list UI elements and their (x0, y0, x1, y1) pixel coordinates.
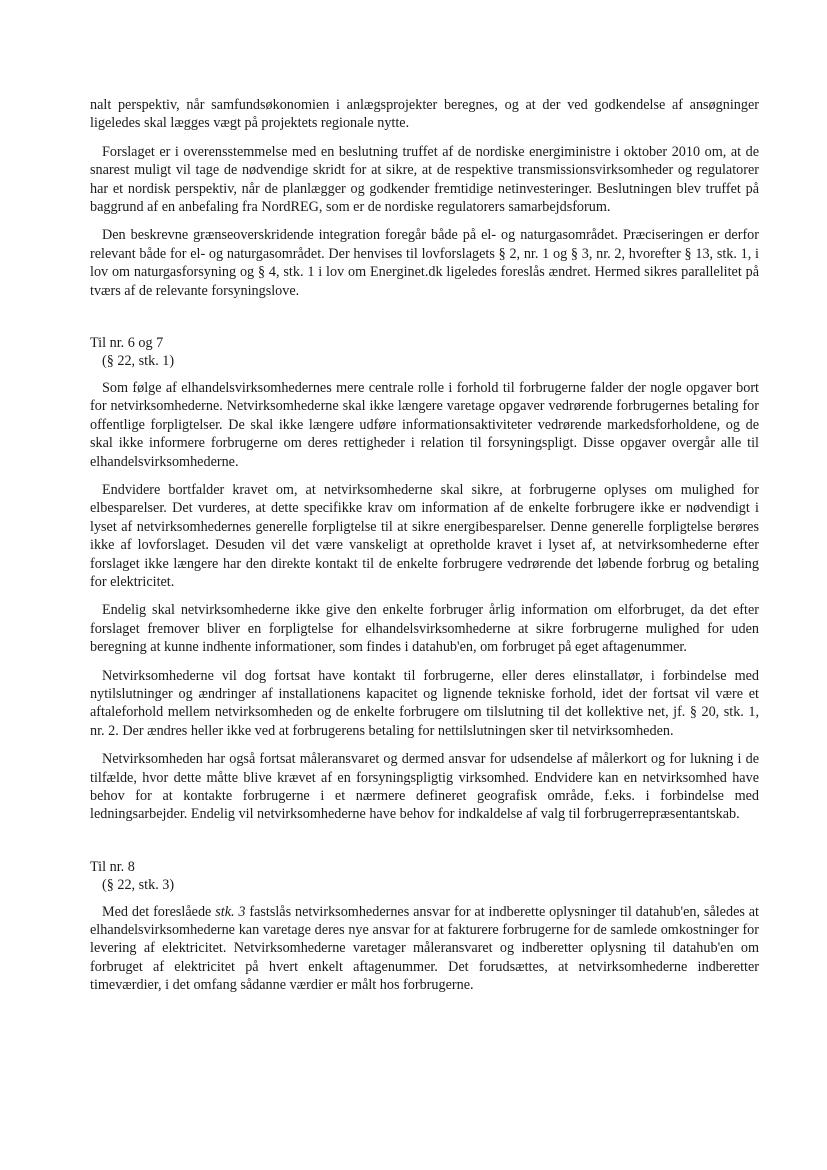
text-run: fastslås netvirksomhedernes ansvar for at indberette oplysninger til datahub'en, således at elhandelsvirksomhederne kan varetage deres nye ansvar for at fakturere forbrugerne for de samlede omkostninger for levering af elektricitet. Netvirksomhederne varetager måleransvaret og indberetter oplysning til datahub'en om forbruget af elektricitet på hvert enkelt aftagenummer. Det forudsættes, at netvirksomhederne indberetter timeværdier, i det omfang sådanne værdier er målt hos forbrugerne. (90, 903, 759, 994)
paragraph: nalt perspektiv, når samfundsøkonomien i anlægsprojekter beregnes, og at der ved godkendelse af ansøgninger ligeledes skal lægges vægt på projektets regionale nytte. (90, 97, 759, 132)
paragraph: Netvirksomhederne vil dog fortsat have kontakt til forbrugerne, eller deres elinstallatør, i forbindelse med nytilslutninger og ændringer af installationens kapacitet og lignende tekniske forhold, idet der fortsat vil være et aftaleforhold mellem netvirksomheden og de enkelte forbrugere om tilslutning til det kollektive net, jf. § 20, stk. 1, nr. 2. Der ændres heller ikke ved at forbrugerens betaling for nettilslutningen sker til netvirksomheden. (90, 667, 759, 739)
section-subheading: (§ 22, stk. 1) (102, 353, 175, 370)
paragraph: Netvirksomheden har også fortsat måleransvaret og dermed ansvar for udsendelse af målerkort og for lukning i de tilfælde, hvor dette måtte blive krævet af en forsyningspligtig virksomhed. Endvidere kan en netvirksomhed have behov for at kontakte forbrugerne i et nærmere defineret geografisk område, f.eks. i forbindelse med ledningsarbejder. Endelig vil netvirksomhederne have behov for indkaldelse af valg til forbrugerrepræsentantskab. (90, 751, 759, 823)
text-run: Med det foreslåede (102, 903, 216, 920)
paragraph: Den beskrevne grænseoverskridende integration foregår både på el- og naturgasområdet. Præciseringen er derfor relevant både for el- og naturgasområdet. Der henvises til lovforslagets § 2, nr. 1 og § 3, nr. 2, hvorefter § 13, stk. 1, i lov om naturgasforsyning og § 4, stk. 1 i lov om Energinet.dk ligeledes foreslås ændret. Hermed sikres parallelitet på tværs af de relevante forsyningslove. (90, 227, 759, 299)
paragraph: Forslaget er i overensstemmelse med en beslutning truffet af de nordiske energiministre i oktober 2010 om, at de snarest muligt vil tage de nødvendige skridt for at sikre, at de respektive transmissionsvirksomheder og regulatorer har et nordisk perspektiv, når de planlægger og godkender fremtidige netinvesteringer. Beslutningen blev truffet på baggrund af en anbefaling fra NordREG, som er de nordiske regulatorers samarbejdsforum. (90, 143, 759, 216)
italic-reference: stk. 3 (215, 903, 246, 920)
section-heading: Til nr. 8 (90, 858, 135, 875)
paragraph: Endelig skal netvirksomhederne ikke give den enkelte forbruger årlig information om elforbruget, da det efter forslaget fremover bliver en forpligtelse for elhandelsvirksomhederne at sikre forbrugerne mulighed for uden beregning at kunne indhente informationer, som findes i datahub'en, om forbruget på eget aftagenummer. (90, 602, 759, 656)
paragraph (90, 903, 759, 995)
document-page (90, 96, 759, 1005)
paragraph: Som følge af elhandelsvirksomhedernes mere centrale rolle i forhold til forbrugerne falder der nogle opgaver bort for netvirksomhederne. Netvirksomhederne skal ikke længere varetage opgaver vedrørende forbrugernes betaling for offentlige forpligtelser. De skal ikke længere udføre informationsaktiviteter vedrørende markedsforholdene, og de skal ikke informere forbrugerne om deres rettigheder i relation til forsyningspligt. Disse opgaver overgår alle til elhandelsvirksomhederne. (90, 379, 759, 470)
section-subheading: (§ 22, stk. 3) (102, 877, 175, 894)
section-heading: Til nr. 6 og 7 (90, 335, 164, 352)
paragraph: Endvidere bortfalder kravet om, at netvirksomhederne skal sikre, at forbrugerne oplyses om mulighed for elbesparelser. Det vurderes, at dette specifikke krav om information af de enkelte forbrugere ikke er nødvendigt i lyset af netvirksomhedernes generelle forpligtelse til at sikre energibesparelser. Denne generelle forpligtelse berøres ikke af lovforslaget. Desuden vil det være vanskeligt at opretholde kravet i lyset af, at netvirksomhederne efter forslaget ikke længere har den direkte kontakt til de enkelte forbrugere vedrørende det løbende forbrug og betaling for elektricitet. (90, 481, 759, 590)
